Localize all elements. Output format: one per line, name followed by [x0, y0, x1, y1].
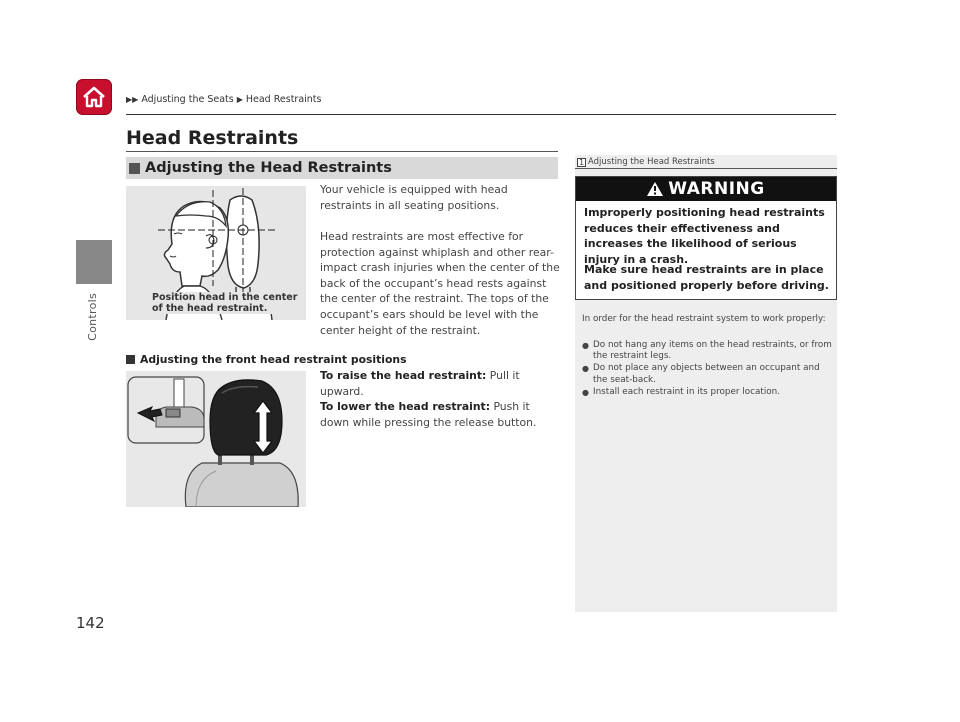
intro-paragraph: Your vehicle is equipped with head restraints in all seating positions. — [320, 183, 508, 212]
list-item: ● Do not place any objects between an occupant and the seat-back. — [582, 363, 832, 385]
section-square-icon — [129, 163, 140, 174]
breadcrumb-item-head-restraints[interactable]: Head Restraints — [245, 94, 322, 105]
caption-line-1: Position head in the center — [152, 292, 298, 303]
adjust-instructions — [320, 368, 560, 430]
subsection-heading — [126, 353, 407, 366]
header-divider — [126, 114, 836, 115]
lower-text: Push it down while pressing the release button. — [320, 400, 537, 429]
raise-label: To raise the head restraint: — [320, 369, 487, 382]
home-button[interactable] — [76, 79, 112, 115]
note-icon: 1 — [578, 157, 585, 167]
figure-caption — [150, 292, 299, 314]
title-divider — [126, 151, 558, 152]
lower-label: To lower the head restraint: — [320, 400, 491, 414]
warning-text-1: Improperly positioning head restraints reduces their effectiveness and increases the likelihood of serious injury in a crash. — [584, 206, 825, 266]
warning-text-2: Make sure head restraints are in place and positioned properly before driving. — [584, 263, 829, 292]
list-item: ● Install each restraint in its proper location. — [582, 387, 832, 398]
subsection-title: Adjusting the front head restraint positions — [140, 353, 407, 366]
chevron-right-icon: ▶ — [236, 95, 243, 104]
side-note-heading — [577, 157, 715, 167]
note-bullet-list — [582, 340, 832, 399]
list-item: ● Do not hang any items on the head restraints, or from the restraint legs. — [582, 340, 832, 362]
side-note-divider — [575, 168, 837, 169]
note-intro: In order for the head restraint system to work properly: — [582, 314, 826, 324]
page-title: Head Restraints — [126, 127, 299, 149]
breadcrumb-item-seats[interactable]: Adjusting the Seats — [141, 94, 234, 105]
section-title: Adjusting the Head Restraints — [145, 160, 392, 176]
caption-line-2: of the head restraint. — [152, 303, 268, 314]
warning-title: WARNING — [668, 179, 765, 199]
warning-box — [575, 176, 837, 300]
home-icon — [76, 79, 112, 115]
page-number: 142 — [76, 614, 105, 632]
sidebar-label: Controls — [86, 293, 99, 341]
section-header — [126, 157, 558, 179]
raise-text: Pull it upward. — [320, 369, 520, 398]
chevron-right-icon: ▶▶ — [126, 95, 139, 104]
raise-instruction — [320, 368, 560, 399]
side-note-title: Adjusting the Head Restraints — [588, 157, 715, 167]
subsection-square-icon — [126, 355, 135, 364]
breadcrumb — [126, 94, 321, 105]
effectiveness-paragraph: Head restraints are most effective for protection against whiplash and other rear-impact crash injuries when the center of the back of the occupant’s head rests against the center of the restraint. The tops of the occupant’s ears should be level with the center height of the restraint. — [320, 230, 560, 337]
sidebar-tab-controls[interactable] — [76, 240, 112, 284]
warning-header — [576, 177, 836, 201]
lower-instruction — [320, 399, 560, 430]
warning-triangle-icon — [647, 182, 663, 196]
front-restraint-illustration — [126, 371, 306, 507]
